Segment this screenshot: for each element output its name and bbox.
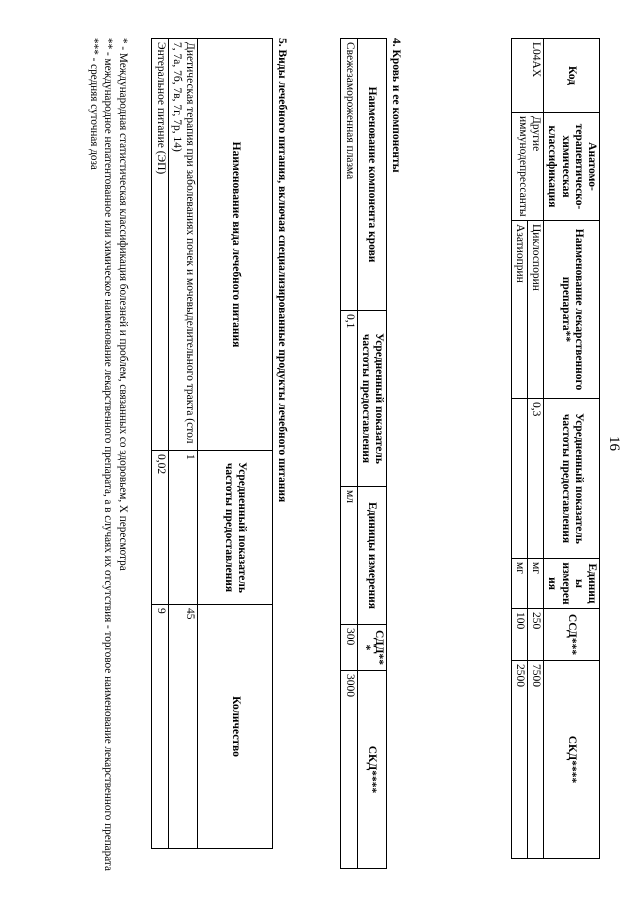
header-nutrition-type: Наименование вида лечебного питания: [198, 39, 273, 451]
footnote: ** - международное непатентованное или химическое наименование лекарственного препарата, а в случаях их отсутствия - торговое наименование лекарственного препарата: [102, 38, 115, 871]
nutrition-type-cell: Энтеральное питание (ЭП): [152, 39, 168, 451]
blood-table: [340, 38, 387, 869]
table-row: [341, 39, 357, 869]
header-frequency: Усредненный показатель частоты предоставления: [544, 399, 600, 559]
ssd-cell: 250: [527, 609, 543, 661]
footnote: *** - средняя суточная доза: [87, 38, 100, 170]
header-code: Код: [544, 39, 600, 113]
unit-cell: мг: [511, 559, 527, 609]
unit-cell: мл: [341, 487, 357, 625]
skd-cell: 2500: [511, 661, 527, 859]
nutrition-table-header-row: [198, 39, 273, 849]
nutrition-table: [151, 38, 273, 849]
atc-cell: Другие иммунодепрессанты: [511, 113, 543, 221]
header-frequency: Усредненный показатель частоты предоставления: [198, 451, 273, 605]
sdd-cell: 300: [341, 625, 357, 671]
frequency-cell: 0,1: [341, 311, 357, 487]
header-atc: Анатомо-терапевтическо-химическая классификация: [544, 113, 600, 221]
header-unit: Единицы измерения: [544, 559, 600, 609]
blood-table-header-row: [357, 39, 386, 869]
frequency-cell: 0,02: [152, 451, 168, 605]
amount-cell: 9: [152, 605, 168, 849]
code-cell: L04AX: [511, 39, 543, 113]
header-blood-component: Наименование компонента крови: [357, 39, 386, 311]
page-number: 16: [606, 436, 622, 451]
header-unit: Единицы измерения: [357, 487, 386, 625]
header-drug-name: Наименование лекарственного препарата**: [544, 221, 600, 399]
header-amount: Количество: [198, 605, 273, 849]
header-skd: СКД****: [357, 671, 386, 869]
table-row: [152, 39, 168, 849]
table-row: [168, 39, 197, 849]
drug-name-cell: Циклоспорин: [527, 221, 543, 399]
unit-cell: мг: [527, 559, 543, 609]
skd-cell: 3000: [341, 671, 357, 869]
nutrition-section-title: 5. Виды лечебного питания, включая специализированные продукты лечебного питания: [276, 38, 288, 503]
footnotes: [86, 38, 130, 873]
drug-name-cell: Азатиоприн: [511, 221, 527, 399]
header-ssd: ССД***: [544, 609, 600, 661]
frequency-cell: 1: [168, 451, 197, 605]
drug-table-header-row: [544, 39, 600, 859]
drug-table: [511, 38, 600, 859]
nutrition-type-cell: Диетическая терапия при заболеваниях почек и мочевыделительного тракта (стол 7, 7а, 7б, 7в, 7г, 7р, 14): [168, 39, 197, 451]
frequency-cell: 0,3: [527, 399, 543, 559]
frequency-cell: [511, 399, 527, 559]
blood-component-cell: Свежезамороженная плазма: [341, 39, 357, 311]
table-row: [527, 39, 543, 859]
header-frequency: Усредненный показатель частоты предоставления: [357, 311, 386, 487]
blood-section-title: 4. Кровь и ее компоненты: [390, 38, 402, 173]
amount-cell: 45: [168, 605, 197, 849]
footnote: * - Международная статистическая классификация болезней и проблем, связанных со здоровьем, X пересмотра: [117, 38, 129, 571]
header-skd: СКД****: [544, 661, 600, 859]
skd-cell: 7500: [527, 661, 543, 859]
ssd-cell: 100: [511, 609, 527, 661]
header-sdd: СДД***: [357, 625, 386, 671]
